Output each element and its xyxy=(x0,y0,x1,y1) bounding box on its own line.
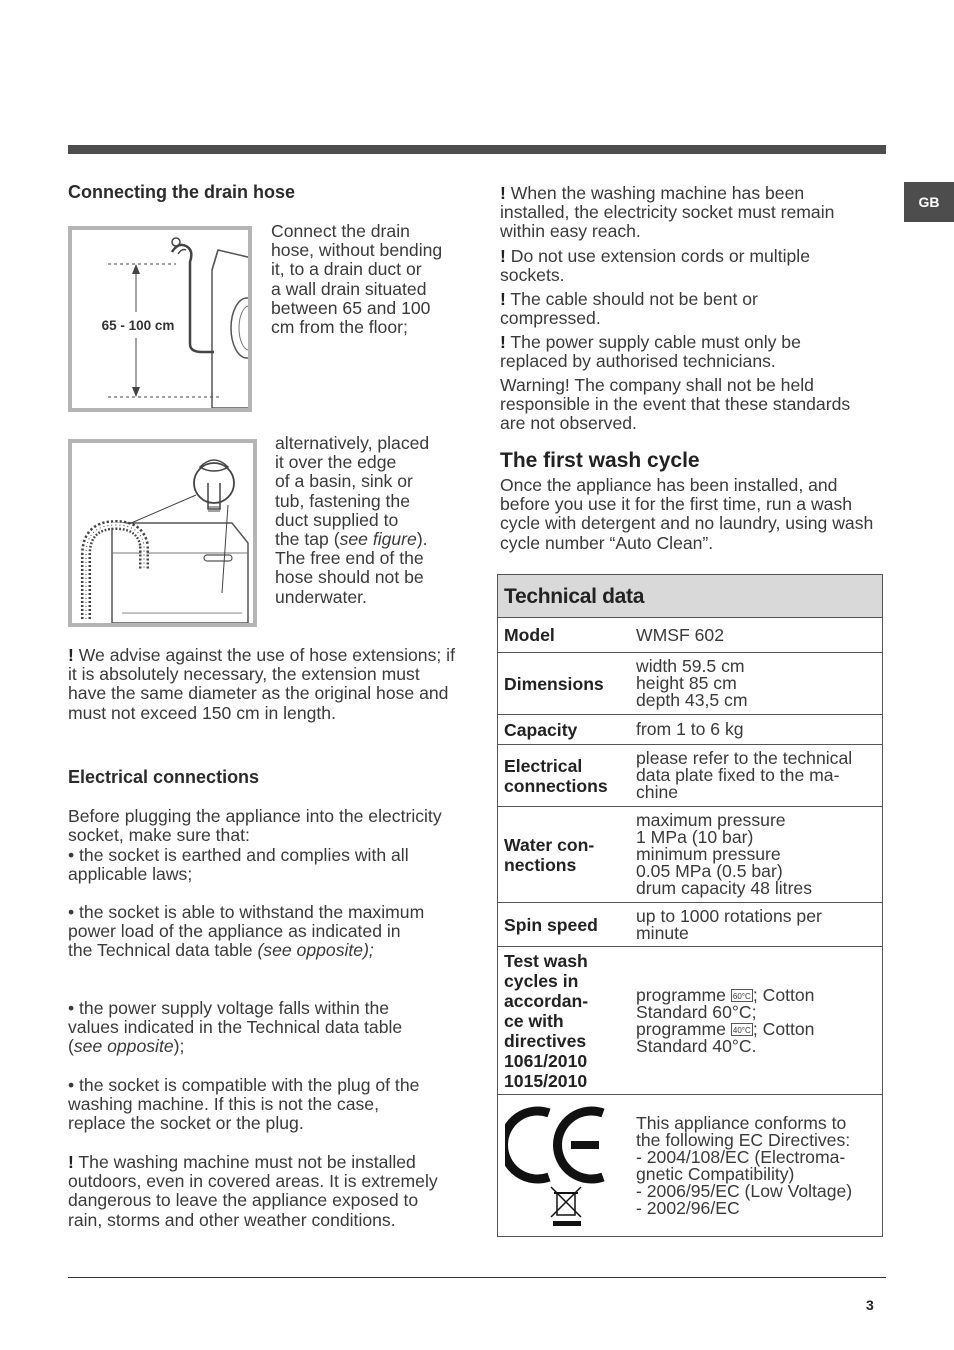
warning-mark: ! xyxy=(500,289,506,309)
value-line: width 59.5 cm xyxy=(636,656,745,676)
label-line: 1015/2010 xyxy=(504,1070,588,1091)
value-line: gnetic Compatibility) xyxy=(636,1163,795,1184)
table-row xyxy=(497,903,883,947)
value-line: Standard 40°C. xyxy=(636,1035,757,1056)
table-title: Technical data xyxy=(497,574,883,618)
warning-text: We advise against the use of hose extensions; if it is absolutely necessary, the extension must have the same diameter as the original hose and must not exceed 150 cm in length. xyxy=(68,645,455,723)
value-line: drum capacity 48 litres xyxy=(636,878,813,898)
value-line: minimum pressure xyxy=(636,844,781,864)
fig2-text-line: The free end of the xyxy=(275,548,424,569)
dimensions-value xyxy=(632,653,882,714)
label-line: accordan- xyxy=(504,990,589,1011)
test-wash-value xyxy=(632,947,882,1094)
drain-basin-text xyxy=(275,434,429,607)
first-wash-text: Once the appliance has been installed, and before you use it for the first time, run a wash cycle with detergent and no laundry, using wash cycle number “Auto Clean”. xyxy=(500,475,874,553)
electrical-bullet-power-load xyxy=(68,903,428,961)
model-value: WMSF 602 xyxy=(636,624,724,645)
value-line: 0.05 MPa (0.5 bar) xyxy=(636,861,783,881)
drain-wall-illustration xyxy=(72,230,248,408)
water-connections-label xyxy=(498,807,632,902)
value-line: 1 MPa (10 bar) xyxy=(636,827,754,847)
warning-mark: ! xyxy=(68,1152,74,1172)
water-connections-value xyxy=(632,807,882,902)
company-warning: Warning! The company shall not be held responsible in the event that these standards are not observed. xyxy=(500,375,851,434)
label-line: Electrical xyxy=(504,755,583,776)
fig1-text-line: hose, without bending xyxy=(271,240,443,261)
label-line: ce with xyxy=(504,1010,564,1031)
ce-directives-value xyxy=(632,1095,882,1236)
fig2-text-line xyxy=(275,530,429,549)
electrical-connections-label xyxy=(498,745,632,806)
fig2-text-line: hose should not be xyxy=(275,567,424,588)
table-row xyxy=(497,745,883,807)
label-line: 1061/2010 xyxy=(504,1050,588,1071)
warning-text: The washing machine must not be installed outdoors, even in covered areas. It is extremely dangerous to leave the appliance exposed to rain, storms and other weather conditions. xyxy=(68,1152,438,1230)
fig1-text-line: between 65 and 100 xyxy=(271,297,431,318)
warning-mark: ! xyxy=(500,246,506,266)
label-line: nections xyxy=(504,854,577,875)
weee-bin-icon xyxy=(551,1187,581,1226)
programme-word: programme xyxy=(636,984,731,1005)
table-row xyxy=(497,947,883,1095)
value-line xyxy=(636,1018,878,1039)
cable-replacement-note xyxy=(500,333,850,371)
value-line xyxy=(636,984,878,1005)
programme-60-icon: 60°C xyxy=(731,989,753,1002)
note-text: The power supply cable must only be replaced by authorised technicians. xyxy=(500,332,801,372)
drain-wall-text xyxy=(271,222,442,337)
warning-mark: ! xyxy=(500,183,506,203)
table-row xyxy=(497,715,883,745)
value-line: Standard 60°C; xyxy=(636,1001,757,1022)
note-text: Do not use extension cords or multiple sockets. xyxy=(500,246,810,286)
drain-basin-illustration xyxy=(72,443,253,623)
fig2-text-line: tub, fastening the xyxy=(275,490,410,511)
label-line: cycles in xyxy=(504,970,579,991)
electrical-bullet-voltage xyxy=(68,999,430,1057)
warning-mark: ! xyxy=(68,645,74,665)
test-wash-label xyxy=(498,947,632,1094)
model-label: Model xyxy=(504,625,555,645)
see-opposite-ref: (see opposite); xyxy=(257,940,374,961)
first-wash-heading: The first wash cycle xyxy=(500,449,700,472)
fig2-text-line: underwater. xyxy=(275,586,367,607)
see-opposite-ref: see opposite xyxy=(73,1036,174,1057)
spin-speed-value xyxy=(632,903,882,946)
value-line: - 2004/108/EC (Electroma- xyxy=(636,1146,846,1167)
table-row xyxy=(497,1095,883,1237)
value-line: height 85 cm xyxy=(636,673,737,693)
programme-40-icon: 40°C xyxy=(731,1023,753,1036)
electrical-bullet-earthed: • the socket is earthed and complies with all applicable laws; xyxy=(68,845,409,885)
fig2-text-line: duct supplied to xyxy=(275,509,399,530)
technical-data-table xyxy=(497,574,883,1237)
value-line: please refer to the technical xyxy=(636,748,853,768)
see-figure-ref: see figure xyxy=(339,529,417,550)
value-line: This appliance conforms to xyxy=(636,1112,847,1133)
value-line: - 2002/96/EC xyxy=(636,1197,740,1218)
fig1-text-line: a wall drain situated xyxy=(271,278,427,299)
fig1-text-line: it, to a drain duct or xyxy=(271,259,422,280)
ce-weee-marks xyxy=(505,1103,625,1229)
bullet-text: • the power supply voltage falls within the values indicated in the Technical data table ( xyxy=(68,998,403,1057)
outdoor-warning xyxy=(68,1153,453,1230)
page-number: 3 xyxy=(866,1297,874,1313)
height-range-label: 65 - 100 cm xyxy=(101,318,175,333)
value-line: minute xyxy=(636,922,689,943)
spin-speed-label: Spin speed xyxy=(504,914,598,935)
capacity-value: from 1 to 6 kg xyxy=(636,719,744,739)
fig1-text-line: cm from the floor; xyxy=(271,317,408,338)
label-line: connections xyxy=(504,775,608,796)
value-line: depth 43,5 cm xyxy=(636,690,748,710)
value-line: data plate fixed to the ma- xyxy=(636,765,840,785)
label-line: directives xyxy=(504,1030,587,1051)
value-line: maximum pressure xyxy=(636,810,786,830)
cable-bent-note xyxy=(500,290,820,328)
fig2-text-part: ). xyxy=(416,529,428,550)
note-text: The cable should not be bent or compressed. xyxy=(500,289,758,329)
bottom-divider xyxy=(68,1277,886,1278)
drain-wall-figure xyxy=(68,226,252,412)
note-text: When the washing machine has been installed, the electricity socket must remain within easy reach. xyxy=(500,183,835,242)
programme-word: programme xyxy=(636,1018,731,1039)
fig2-text-part: the tap ( xyxy=(275,529,340,550)
electrical-connections-value xyxy=(632,745,882,806)
socket-reach-note xyxy=(500,184,870,242)
label-line: Water con- xyxy=(504,834,595,855)
table-row xyxy=(497,618,883,653)
fig2-text-line: of a basin, sink or xyxy=(275,471,413,492)
bullet-text: ); xyxy=(173,1036,185,1057)
value-line: the following EC Directives: xyxy=(636,1129,851,1150)
bullet-text: • the socket is able to withstand the maximum power load of the appliance as indicated in the Technical data table xyxy=(68,902,425,961)
ce-c-icon xyxy=(505,1111,549,1179)
language-tab: GB xyxy=(904,182,954,222)
capacity-label: Capacity xyxy=(504,719,578,740)
top-divider-bar xyxy=(68,145,886,154)
value-line: - 2006/95/EC (Low Voltage) xyxy=(636,1180,853,1201)
table-row xyxy=(497,653,883,715)
value-line: up to 1000 rotations per xyxy=(636,905,822,926)
ce-mark-cell xyxy=(498,1095,632,1236)
extension-cord-note xyxy=(500,247,870,285)
drain-basin-figure xyxy=(68,439,257,627)
value-line: chine xyxy=(636,782,679,802)
programme-cotton-text: ; Cotton xyxy=(752,984,815,1005)
fig2-text-line: it over the edge xyxy=(275,452,397,473)
electrical-bullet-plug: • the socket is compatible with the plug of the washing machine. If this is not the case, replace the socket or the plug. xyxy=(68,1075,420,1134)
drain-hose-heading: Connecting the drain hose xyxy=(68,182,296,202)
programme-cotton-text: ; Cotton xyxy=(752,1018,815,1039)
dimensions-label: Dimensions xyxy=(504,673,604,694)
table-row xyxy=(497,807,883,903)
warning-mark: ! xyxy=(500,332,506,352)
label-line: Test wash xyxy=(504,950,588,971)
electrical-intro: Before plugging the appliance into the electricity socket, make sure that: xyxy=(68,806,442,846)
fig2-text-line: alternatively, placed xyxy=(275,433,430,453)
electrical-heading: Electrical connections xyxy=(68,767,260,787)
fig1-text-line: Connect the drain xyxy=(271,221,410,241)
hose-extension-warning xyxy=(68,646,460,723)
